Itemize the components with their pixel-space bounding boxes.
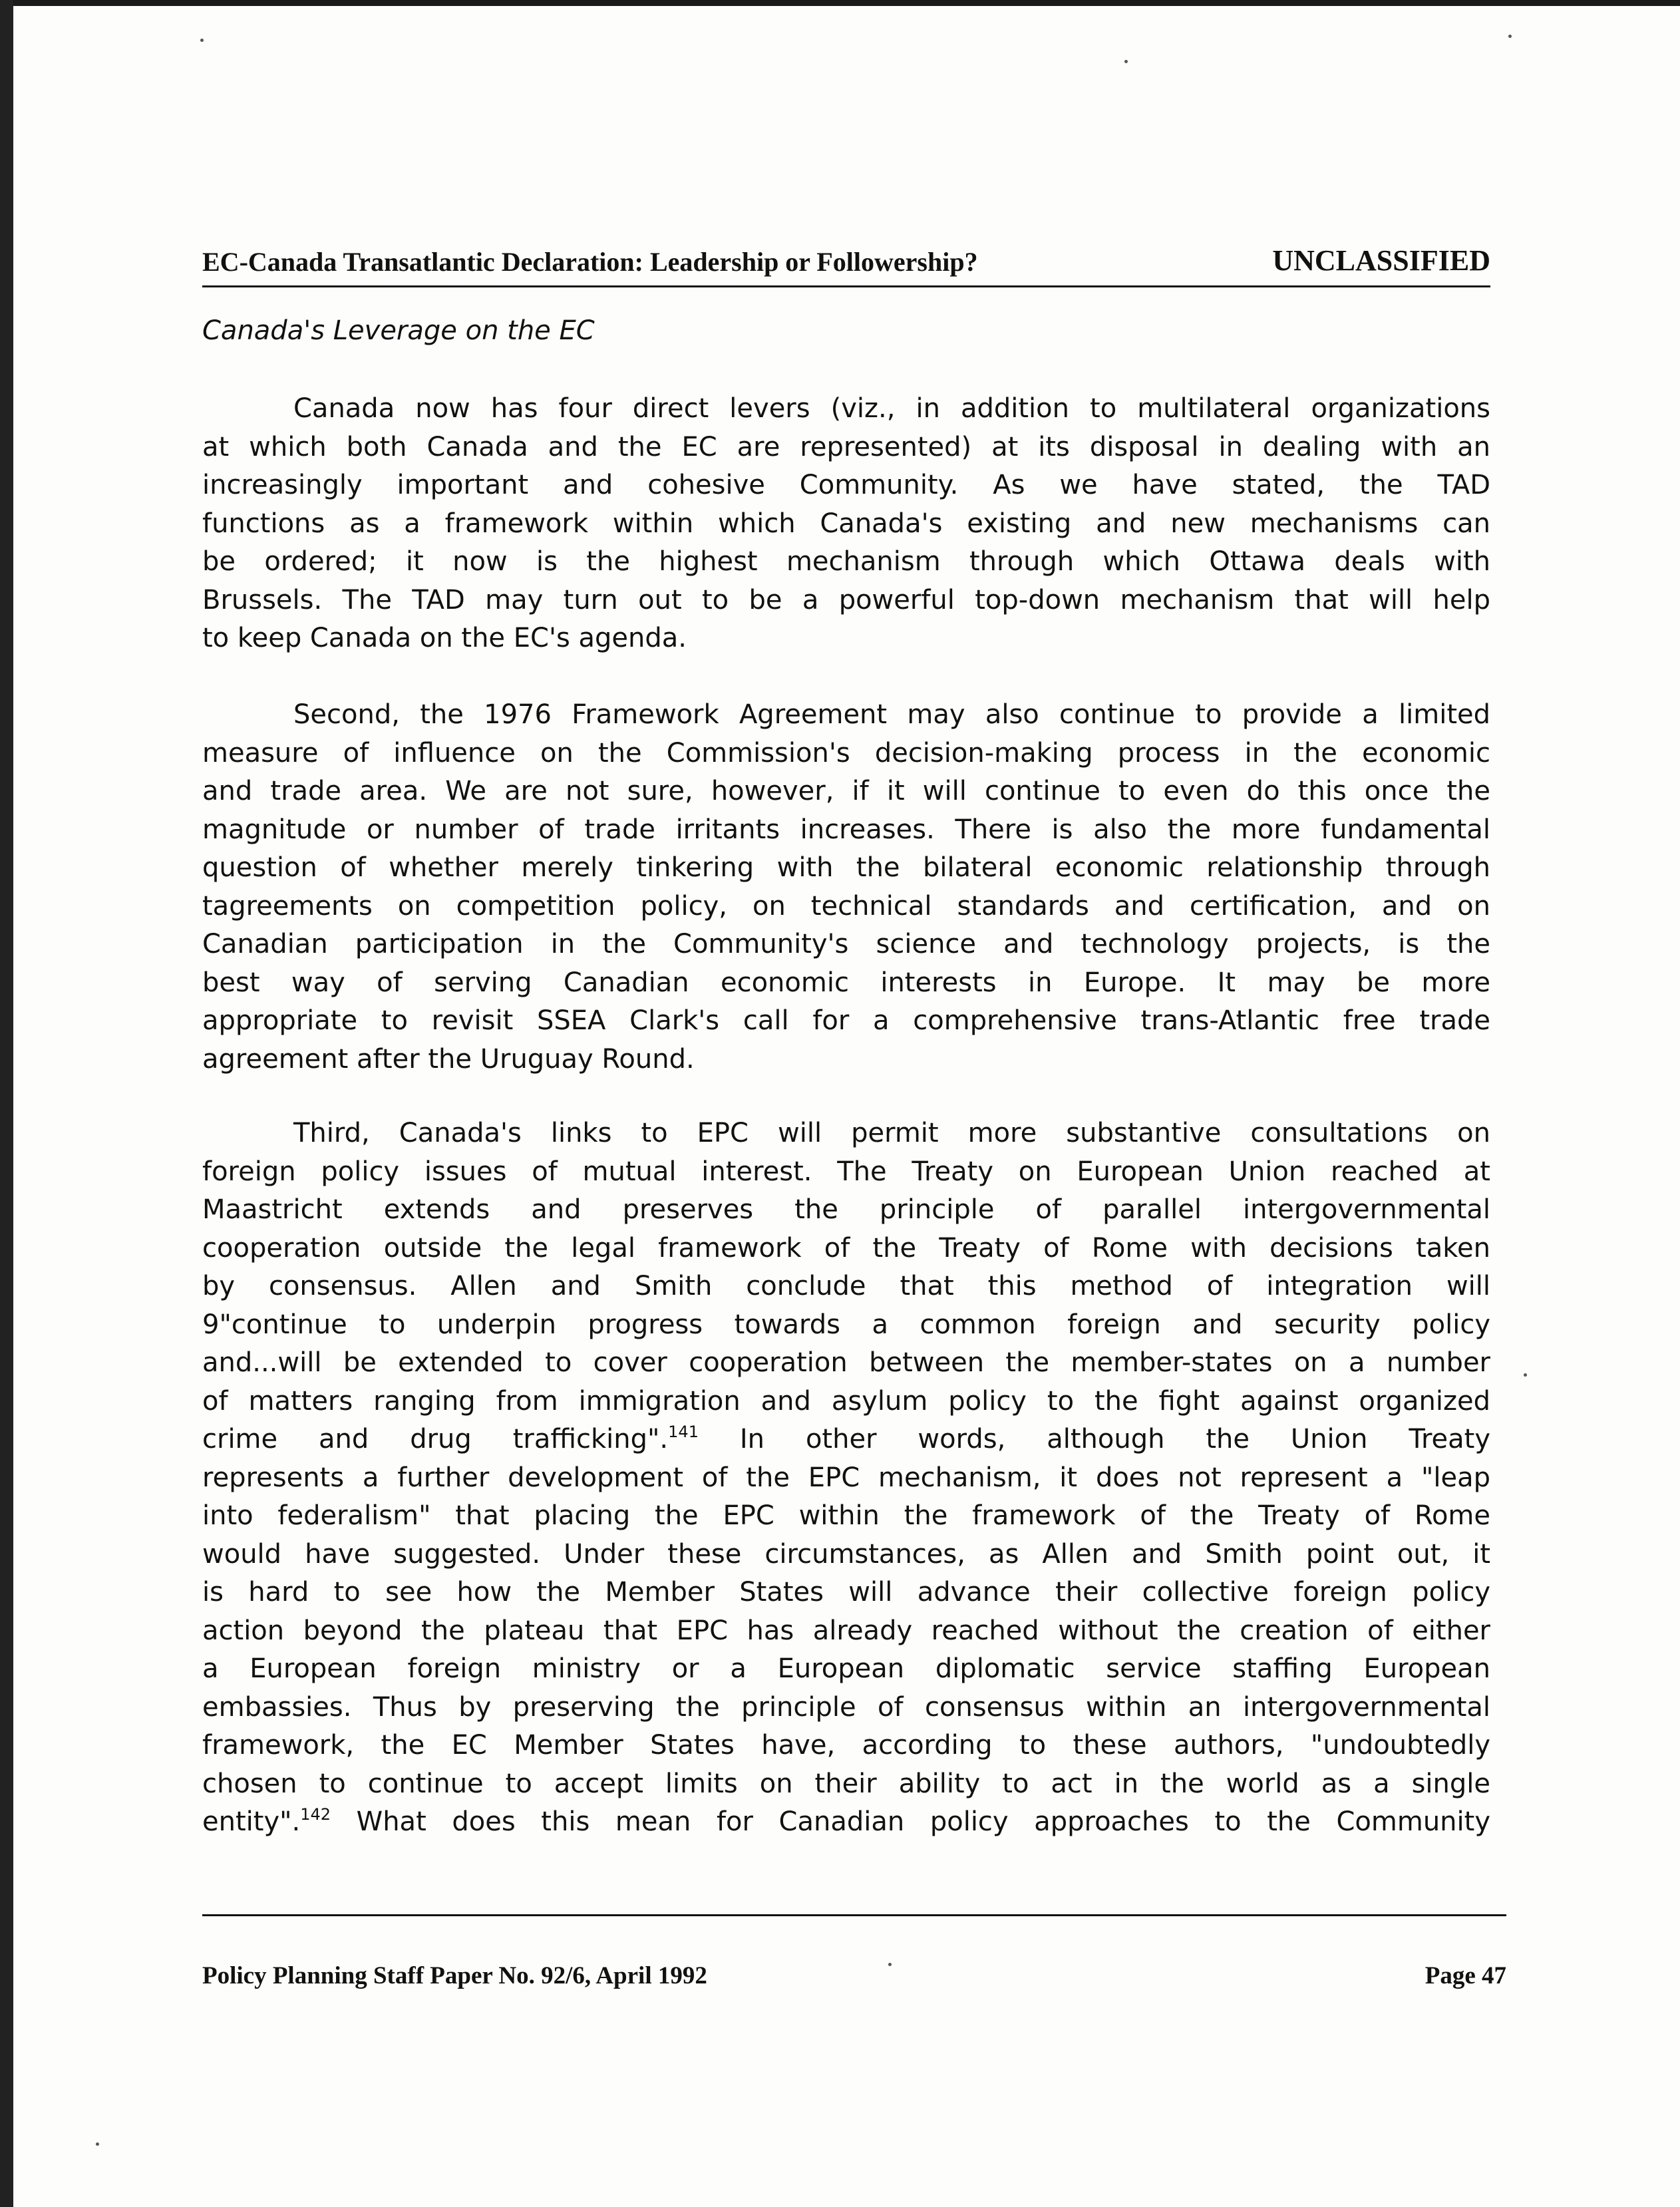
- text-line: magnitude or number of trade irritants increases. There is also the more fundamental: [202, 814, 1490, 845]
- text-line: measure of influence on the Commission's decision-making process in the economic: [202, 737, 1490, 768]
- footnote-marker: 142: [300, 1805, 331, 1824]
- text-line: a European foreign ministry or a European diplomatic service staffing European: [202, 1653, 1490, 1684]
- text-line: Canadian participation in the Community's science and technology projects, is the: [202, 929, 1490, 959]
- text-line: agreement after the Uruguay Round.: [202, 1043, 695, 1075]
- text-line: tagreements on competition policy, on technical standards and certification, and on: [202, 890, 1490, 922]
- text-line: and trade area. We are not sure, however, if it will continue to even do this once the: [202, 776, 1490, 806]
- text-line-with-footnote: crime and drug trafficking".$^{141}$ In other words, although the Union Treaty: [202, 1423, 1491, 1454]
- scan-border-left: [0, 0, 13, 2207]
- text-line: Third, Canada's links to EPC will permit more substantive consultations on: [293, 1118, 1490, 1148]
- text-line: appropriate to revisit SSEA Clark's call for a comprehensive trans-Atlantic free trade: [202, 1005, 1490, 1036]
- text-line: by consensus. Allen and Smith conclude that this method of integration will: [202, 1271, 1490, 1301]
- text-line: action beyond the plateau that EPC has already reached without the creation of either: [202, 1615, 1490, 1646]
- footer-rule: [202, 1914, 1506, 1916]
- text-line: is hard to see how the Member States will advance their collective foreign policy: [202, 1577, 1490, 1608]
- classification-label: UNCLASSIFIED: [1272, 244, 1490, 277]
- footnote-marker: 141: [668, 1423, 699, 1441]
- text-line: question of whether merely tinkering with the bilateral economic relationship through: [202, 852, 1490, 883]
- text-line: increasingly important and cohesive Community. As we have stated, the TAD: [202, 470, 1490, 500]
- running-header: [202, 242, 1490, 287]
- text-line: 9"continue to underpin progress towards a common foreign and security policy: [202, 1309, 1490, 1340]
- text-line: Brussels. The TAD may turn out to be a powerful top-down mechanism that will help: [202, 584, 1490, 615]
- scan-speck: [1524, 1373, 1527, 1377]
- paragraph-first-lever: [202, 390, 1490, 658]
- scan-border-top: [0, 0, 1680, 6]
- text-line: best way of serving Canadian economic interests in Europe. It may be more: [202, 967, 1490, 998]
- text-line: into federalism" that placing the EPC within the framework of the Treaty of Rome: [202, 1500, 1490, 1531]
- section-heading: Canada's Leverage on the EC: [202, 315, 595, 346]
- text-line: at which both Canada and the EC are represented) at its disposal in dealing with an: [202, 431, 1490, 462]
- text-line: foreign policy issues of mutual interest. The Treaty on European Union reached at: [202, 1156, 1490, 1187]
- text-line: of matters ranging from immigration and asylum policy to the fight against organized: [202, 1385, 1490, 1417]
- text-line: and...will be extended to cover cooperation between the member-states on a number: [202, 1347, 1490, 1378]
- document-title: EC-Canada Transatlantic Declaration: Leadership or Followership?: [202, 247, 978, 277]
- scan-speck: [200, 39, 204, 42]
- scan-speck: [888, 1963, 892, 1966]
- scan-speck: [1508, 35, 1512, 38]
- page-number: Page 47: [1425, 1962, 1506, 1989]
- scan-speck: [96, 2142, 99, 2146]
- text-line: cooperation outside the legal framework of the Treaty of Rome with decisions taken: [202, 1232, 1490, 1264]
- text-line: functions as a framework within which Canada's existing and new mechanisms can: [202, 508, 1490, 539]
- text-line: framework, the EC Member States have, according to these authors, "undoubtedly: [202, 1730, 1490, 1761]
- scan-speck: [1124, 60, 1128, 63]
- text-line: Maastricht extends and preserves the principle of parallel intergovernmental: [202, 1194, 1490, 1225]
- text-line: be ordered; it now is the highest mechanism through which Ottawa deals with: [202, 546, 1490, 577]
- paragraph-third-lever: [202, 1114, 1490, 1842]
- text-line-with-footnote: entity".$^{142}$ What does this mean for Canadian policy approaches to the Community: [202, 1805, 1490, 1837]
- text-line: chosen to continue to accept limits on their ability to act in the world as a single: [202, 1768, 1490, 1799]
- text-line: represents a further development of the EPC mechanism, it does not represent a "leap: [202, 1462, 1490, 1493]
- paper-reference: Policy Planning Staff Paper No. 92/6, April 1992: [202, 1962, 707, 1989]
- text-line: embassies. Thus by preserving the principle of consensus within an intergovernmental: [202, 1691, 1490, 1723]
- text-line: would have suggested. Under these circumstances, as Allen and Smith point out, it: [202, 1538, 1490, 1570]
- text-line: Canada now has four direct levers (viz., in addition to multilateral organizations: [293, 393, 1490, 424]
- paragraph-second-lever: [202, 696, 1490, 1079]
- text-line: Second, the 1976 Framework Agreement may also continue to provide a limited: [293, 699, 1490, 730]
- text-line: to keep Canada on the EC's agenda.: [202, 623, 687, 653]
